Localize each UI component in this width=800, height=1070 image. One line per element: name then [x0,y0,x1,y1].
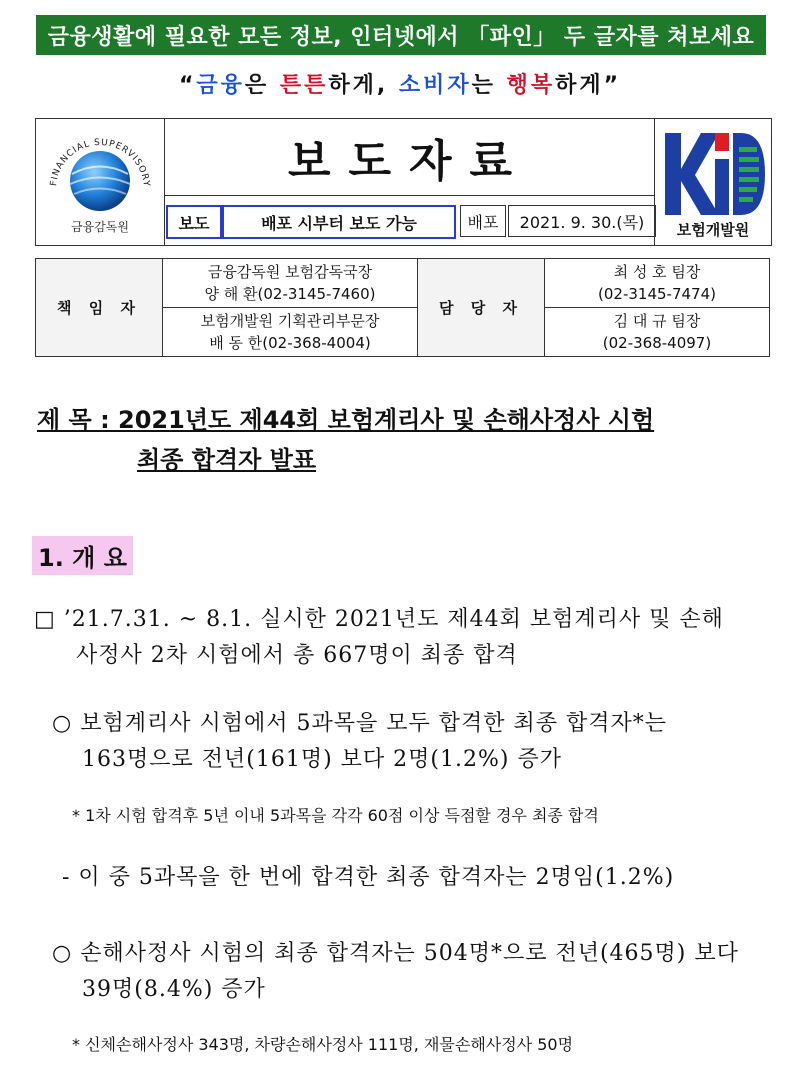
paragraph-4 [52,936,772,1008]
subject-line-2: 최종 합격자 발표 [137,446,316,474]
charge-tel: (02-368-4097) [602,334,712,352]
slogan-word: 튼튼 [279,73,329,98]
charge-name: 최 성 호 팀장 [613,263,701,281]
fss-ring-text: FINANCIAL SUPERVISORY [49,137,152,188]
slogan-word: 금융 [196,73,245,98]
text-line: 손해사정사 시험의 최종 합격자는 504명*으로 전년(465명) 보다 [80,941,739,966]
banner-text: 금융생활에 필요한 모든 정보, 인터넷에서 「파인」 두 글자를 쳐보세요 [47,24,755,50]
footnote-2: * 신체손해사정사 343명, 차량손해사정사 111명, 재물손해사정사 50명 [72,1035,574,1054]
text-line: 39명(8.4%) 증가 [82,977,266,1002]
slogan-word: 은 [244,73,280,98]
circle-bullet-icon: ○ [52,941,73,966]
charge-person-1 [545,259,770,308]
square-bullet-icon: □ [34,607,56,632]
responsible-name: 배 동 한(02-368-4004) [209,334,371,352]
slogan-quote: “ [178,73,197,98]
circle-bullet-icon: ○ [52,711,73,736]
kidi-logo-icon [655,119,772,245]
charge-tel: (02-3145-7474) [598,285,716,303]
subject [37,400,654,480]
slogan-word: 소비자 [398,73,472,98]
text-line: ’21.7.31. ~ 8.1. 실시한 2021년도 제44회 보험계리사 및 손해 [63,607,724,632]
kidi-logo-cell [654,119,772,245]
slogan-word: 행복 [506,73,556,98]
text-line: 163명으로 전년(161명) 보다 2명(1.2%) 증가 [82,747,562,772]
responsible-name: 양 해 환(02-3145-7460) [204,285,376,303]
slogan-word: 하게” [555,73,622,98]
fss-logo-text: 금융감독원 [71,220,129,234]
responsible-label: 책 임 자 [36,259,163,357]
footnote-1: * 1차 시험 합격후 5년 이내 5과목을 각각 60점 이상 득점할 경우 최종 합격 [72,806,599,825]
section-heading: 1. 개 요 [32,536,133,575]
slogan-word: 는 [471,73,507,98]
contact-table [35,258,770,357]
release-info [164,195,654,245]
responsible-person-1 [163,259,418,308]
text-line: 보험계리사 시험에서 5과목을 모두 합격한 최종 합격자*는 [80,711,667,736]
text-line: 사정사 2차 시험에서 총 667명이 최종 합격 [76,643,518,668]
info-banner [36,15,766,55]
responsible-org: 금융감독원 보험감독국장 [207,263,373,281]
responsible-org: 보험개발원 기획관리부문장 [200,312,380,330]
charge-person-2 [545,308,770,357]
charge-name: 김 대 규 팀장 [613,312,701,330]
fss-logo-cell [36,119,165,245]
responsible-person-2 [163,308,418,357]
subject-line-1: 제 목 : 2021년도 제44회 보험계리사 및 손해사정사 시험 [37,406,655,434]
paragraph-2 [52,706,772,778]
slogan [0,68,800,99]
fss-logo-icon [36,119,164,245]
charge-label: 담 당 자 [418,259,545,357]
release-value: 배포 시부터 보도 가능 [222,205,456,239]
slogan-word: 하게, [328,73,399,98]
kidi-logo-text: 보험개발원 [676,221,750,239]
distribution-label: 배포 [460,205,506,237]
distribution-date: 2021. 9. 30.(목) [508,205,656,237]
paragraph-1 [34,602,774,674]
press-header [35,118,772,246]
paragraph-3: - 이 중 5과목을 한 번에 합격한 최종 합격자는 2명임(1.2%) [62,865,675,890]
page-title: 보도자료 [164,119,654,196]
release-label: 보도 [166,205,222,239]
